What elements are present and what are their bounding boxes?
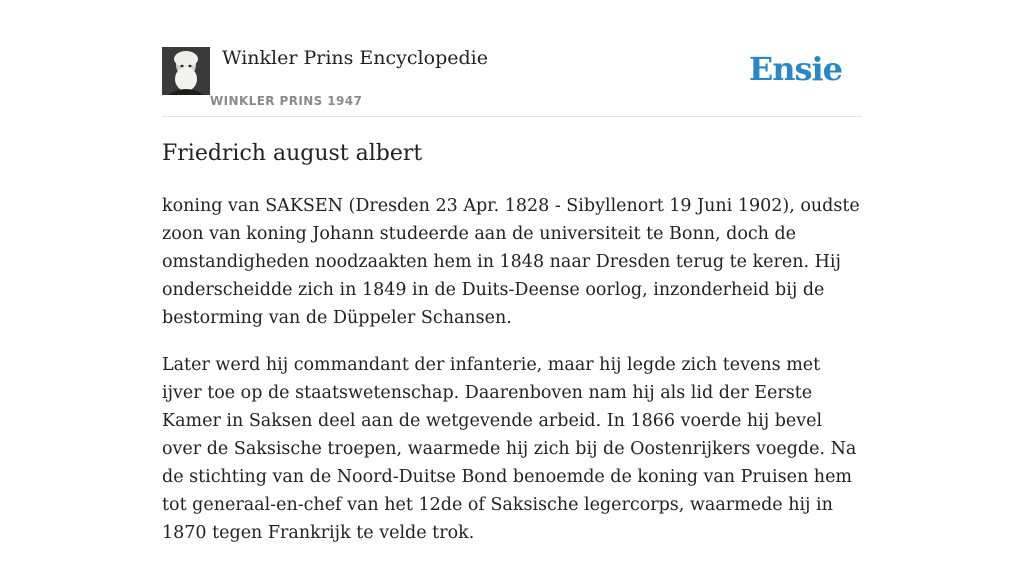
source-title[interactable]: Winkler Prins Encyclopedie bbox=[222, 47, 488, 69]
entry-paragraph: koning van SAKSEN (Dresden 23 Apr. 1828 - Sibyllenort 19 Juni 1902), oudste zoon van koning Johann studeerde aan de universiteit te Bonn, doch de omstandigheden noodzaakten hem in 1848 naar Dresden terug te keren. Hij onderscheidde zich in 1849 in de Duits-Deense oorlog, inzonderheid bij de bestorming van de Düppeler Schansen. bbox=[162, 196, 860, 328]
avatar[interactable] bbox=[162, 47, 210, 95]
source-header bbox=[162, 0, 862, 117]
entry-paragraph: Later werd hij commandant der infanterie, maar hij legde zich tevens met ijver toe op de staatswetenschap. Daarenboven nam hij als lid der Eerste Kamer in Saksen deel aan de wetgevende arbeid. In 1866 voerde hij bevel over de Saksische troepen, waarmede hij zich bij de Oostenrijkers voegde. Na de stichting van de Noord-Duitse Bond benoemde de koning van Pruisen hem tot generaal-en-chef van het 12de of Saksische legercorps, waarmede hij in 1870 tegen Frankrijk te velde trok. bbox=[162, 355, 857, 543]
entry-title: Friedrich august albert bbox=[162, 141, 423, 166]
entry-body bbox=[162, 192, 862, 566]
content-container bbox=[162, 0, 862, 543]
author-portrait-icon bbox=[162, 47, 210, 95]
brand-logo[interactable]: Ensie bbox=[748, 50, 842, 88]
source-subtitle[interactable]: WINKLER PRINS 1947 bbox=[210, 94, 363, 108]
